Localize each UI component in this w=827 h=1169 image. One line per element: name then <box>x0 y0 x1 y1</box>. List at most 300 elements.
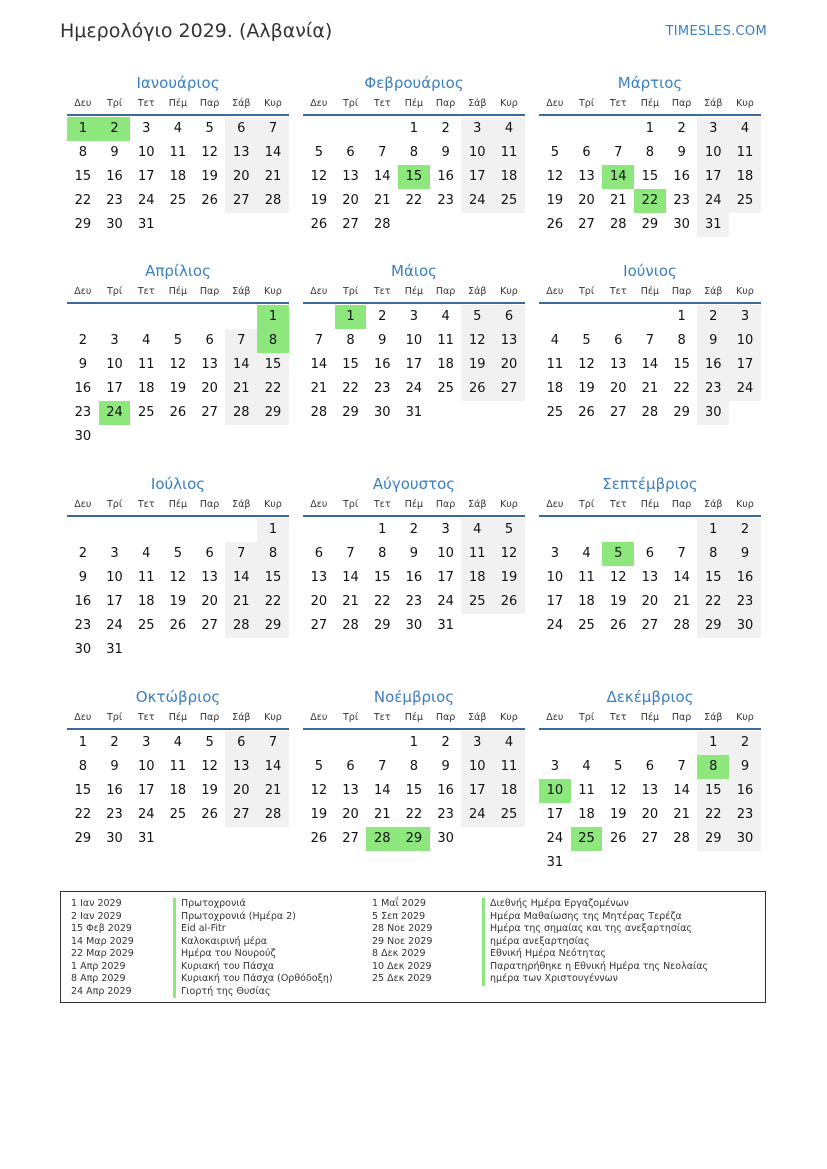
day-cell[interactable]: 15 <box>697 779 729 803</box>
day-cell[interactable]: 19 <box>609 807 627 822</box>
day-cell[interactable]: 19 <box>493 566 525 590</box>
day-cell[interactable]: 5 <box>205 121 214 136</box>
holiday-day-cell[interactable]: 5 <box>602 542 634 566</box>
day-cell[interactable]: 6 <box>493 305 525 329</box>
day-cell[interactable]: 26 <box>493 590 525 614</box>
day-cell[interactable]: 22 <box>373 594 391 609</box>
day-cell[interactable]: 26 <box>201 193 218 208</box>
day-cell[interactable]: 6 <box>225 731 257 755</box>
day-cell[interactable]: 30 <box>673 217 690 232</box>
day-cell[interactable]: 12 <box>310 783 328 798</box>
day-cell[interactable]: 27 <box>225 189 257 213</box>
day-cell[interactable]: 14 <box>257 755 289 779</box>
day-cell[interactable]: 13 <box>225 141 257 165</box>
day-cell[interactable]: 6 <box>205 546 214 561</box>
day-cell[interactable]: 22 <box>405 807 423 822</box>
day-cell[interactable]: 12 <box>609 783 627 798</box>
day-cell[interactable]: 27 <box>310 618 328 633</box>
day-cell[interactable]: 20 <box>342 807 359 822</box>
day-cell[interactable]: 15 <box>342 357 359 372</box>
day-cell[interactable]: 1 <box>78 735 87 750</box>
day-cell[interactable]: 7 <box>257 731 289 755</box>
day-cell[interactable]: 12 <box>578 357 595 372</box>
day-cell[interactable]: 17 <box>461 165 493 189</box>
day-cell[interactable]: 6 <box>225 117 257 141</box>
day-cell[interactable]: 3 <box>461 117 493 141</box>
day-cell[interactable]: 14 <box>673 570 690 585</box>
day-cell[interactable]: 22 <box>697 803 729 827</box>
day-cell[interactable]: 31 <box>137 831 155 846</box>
holiday-day-cell[interactable]: 1 <box>335 305 367 329</box>
day-cell[interactable]: 22 <box>697 590 729 614</box>
day-cell[interactable]: 9 <box>378 333 387 348</box>
day-cell[interactable]: 17 <box>106 594 123 609</box>
day-cell[interactable]: 20 <box>609 381 627 396</box>
day-cell[interactable]: 5 <box>550 145 559 160</box>
day-cell[interactable]: 8 <box>257 542 289 566</box>
day-cell[interactable]: 16 <box>729 566 761 590</box>
day-cell[interactable]: 7 <box>257 117 289 141</box>
day-cell[interactable]: 13 <box>609 357 627 372</box>
day-cell[interactable]: 2 <box>441 121 450 136</box>
holiday-day-cell[interactable]: 1 <box>257 305 289 329</box>
day-cell[interactable]: 23 <box>437 193 454 208</box>
day-cell[interactable]: 16 <box>106 169 123 184</box>
day-cell[interactable]: 17 <box>546 807 564 822</box>
day-cell[interactable]: 21 <box>673 594 690 609</box>
day-cell[interactable]: 3 <box>697 117 729 141</box>
day-cell[interactable]: 9 <box>78 570 87 585</box>
day-cell[interactable]: 20 <box>641 807 659 822</box>
day-cell[interactable]: 10 <box>461 755 493 779</box>
day-cell[interactable]: 28 <box>673 831 690 846</box>
day-cell[interactable]: 23 <box>106 193 123 208</box>
day-cell[interactable]: 6 <box>314 546 323 561</box>
day-cell[interactable]: 11 <box>578 570 595 585</box>
day-cell[interactable]: 31 <box>437 618 454 633</box>
day-cell[interactable]: 31 <box>137 217 155 232</box>
day-cell[interactable]: 28 <box>342 618 359 633</box>
day-cell[interactable]: 4 <box>173 121 183 136</box>
day-cell[interactable]: 26 <box>310 217 328 232</box>
day-cell[interactable]: 7 <box>314 333 323 348</box>
day-cell[interactable]: 9 <box>697 329 729 353</box>
day-cell[interactable]: 12 <box>310 169 328 184</box>
day-cell[interactable]: 30 <box>74 429 92 444</box>
day-cell[interactable]: 30 <box>729 614 761 638</box>
day-cell[interactable]: 13 <box>201 357 218 372</box>
day-cell[interactable]: 28 <box>609 217 627 232</box>
day-cell[interactable]: 24 <box>106 618 123 633</box>
day-cell[interactable]: 18 <box>437 357 454 372</box>
day-cell[interactable]: 8 <box>378 546 387 561</box>
day-cell[interactable]: 11 <box>461 542 493 566</box>
day-cell[interactable]: 4 <box>173 735 183 750</box>
day-cell[interactable]: 24 <box>437 594 454 609</box>
day-cell[interactable]: 16 <box>74 594 92 609</box>
day-cell[interactable]: 19 <box>169 381 187 396</box>
day-cell[interactable]: 2 <box>378 309 387 324</box>
day-cell[interactable]: 18 <box>493 779 525 803</box>
day-cell[interactable]: 19 <box>461 353 493 377</box>
day-cell[interactable]: 16 <box>673 169 690 184</box>
day-cell[interactable]: 10 <box>697 141 729 165</box>
day-cell[interactable]: 29 <box>641 217 659 232</box>
day-cell[interactable]: 6 <box>614 333 623 348</box>
day-cell[interactable]: 11 <box>169 145 187 160</box>
day-cell[interactable]: 25 <box>169 193 187 208</box>
day-cell[interactable]: 13 <box>201 570 218 585</box>
day-cell[interactable]: 17 <box>729 353 761 377</box>
day-cell[interactable]: 25 <box>493 803 525 827</box>
day-cell[interactable]: 2 <box>110 735 119 750</box>
day-cell[interactable]: 11 <box>729 141 761 165</box>
day-cell[interactable]: 25 <box>493 189 525 213</box>
day-cell[interactable]: 19 <box>201 169 218 184</box>
day-cell[interactable]: 2 <box>409 522 419 537</box>
day-cell[interactable]: 29 <box>342 405 359 420</box>
day-cell[interactable]: 3 <box>441 522 450 537</box>
day-cell[interactable]: 24 <box>461 189 493 213</box>
day-cell[interactable]: 29 <box>74 217 92 232</box>
day-cell[interactable]: 4 <box>550 333 559 348</box>
day-cell[interactable]: 16 <box>697 353 729 377</box>
day-cell[interactable]: 21 <box>257 165 289 189</box>
day-cell[interactable]: 5 <box>461 305 493 329</box>
holiday-day-cell[interactable]: 8 <box>257 329 289 353</box>
day-cell[interactable]: 23 <box>74 618 92 633</box>
day-cell[interactable]: 19 <box>546 193 564 208</box>
day-cell[interactable]: 16 <box>437 169 454 184</box>
day-cell[interactable]: 27 <box>342 831 359 846</box>
day-cell[interactable]: 29 <box>673 405 690 420</box>
day-cell[interactable]: 6 <box>645 759 655 774</box>
day-cell[interactable]: 20 <box>225 779 257 803</box>
day-cell[interactable]: 7 <box>346 546 355 561</box>
day-cell[interactable]: 14 <box>225 353 257 377</box>
day-cell[interactable]: 2 <box>677 121 686 136</box>
day-cell[interactable]: 19 <box>310 807 328 822</box>
day-cell[interactable]: 9 <box>677 145 686 160</box>
day-cell[interactable]: 4 <box>582 759 591 774</box>
day-cell[interactable]: 26 <box>609 618 627 633</box>
day-cell[interactable]: 27 <box>493 377 525 401</box>
day-cell[interactable]: 9 <box>110 145 119 160</box>
holiday-day-cell[interactable]: 10 <box>539 779 571 803</box>
day-cell[interactable]: 8 <box>697 542 729 566</box>
day-cell[interactable]: 26 <box>546 217 564 232</box>
day-cell[interactable]: 4 <box>493 117 525 141</box>
day-cell[interactable]: 27 <box>201 405 218 420</box>
day-cell[interactable]: 24 <box>461 803 493 827</box>
day-cell[interactable]: 21 <box>342 594 359 609</box>
day-cell[interactable]: 15 <box>74 783 92 798</box>
day-cell[interactable]: 8 <box>346 333 355 348</box>
day-cell[interactable]: 9 <box>729 755 761 779</box>
day-cell[interactable]: 30 <box>729 827 761 851</box>
day-cell[interactable]: 15 <box>405 783 423 798</box>
day-cell[interactable]: 1 <box>677 309 686 324</box>
day-cell[interactable]: 5 <box>173 546 183 561</box>
day-cell[interactable]: 20 <box>225 165 257 189</box>
day-cell[interactable]: 5 <box>173 333 183 348</box>
day-cell[interactable]: 9 <box>441 145 450 160</box>
day-cell[interactable]: 3 <box>110 333 119 348</box>
day-cell[interactable]: 27 <box>641 831 659 846</box>
day-cell[interactable]: 30 <box>106 831 123 846</box>
day-cell[interactable]: 6 <box>645 546 655 561</box>
day-cell[interactable]: 12 <box>201 145 218 160</box>
day-cell[interactable]: 7 <box>378 759 387 774</box>
holiday-day-cell[interactable]: 22 <box>634 189 666 213</box>
day-cell[interactable]: 30 <box>74 642 92 657</box>
day-cell[interactable]: 26 <box>578 405 595 420</box>
day-cell[interactable]: 16 <box>729 779 761 803</box>
day-cell[interactable]: 24 <box>137 193 155 208</box>
day-cell[interactable]: 5 <box>614 759 623 774</box>
day-cell[interactable]: 11 <box>493 755 525 779</box>
day-cell[interactable]: 4 <box>729 117 761 141</box>
day-cell[interactable]: 22 <box>257 590 289 614</box>
day-cell[interactable]: 15 <box>673 357 690 372</box>
day-cell[interactable]: 5 <box>582 333 591 348</box>
day-cell[interactable]: 17 <box>405 357 423 372</box>
day-cell[interactable]: 28 <box>225 614 257 638</box>
day-cell[interactable]: 23 <box>697 377 729 401</box>
day-cell[interactable]: 23 <box>673 193 690 208</box>
day-cell[interactable]: 29 <box>697 614 729 638</box>
day-cell[interactable]: 15 <box>74 169 92 184</box>
day-cell[interactable]: 21 <box>310 381 328 396</box>
day-cell[interactable]: 12 <box>201 759 218 774</box>
day-cell[interactable]: 8 <box>677 333 686 348</box>
day-cell[interactable]: 7 <box>225 542 257 566</box>
day-cell[interactable]: 18 <box>169 783 187 798</box>
day-cell[interactable]: 21 <box>225 377 257 401</box>
day-cell[interactable]: 4 <box>142 546 151 561</box>
day-cell[interactable]: 25 <box>169 807 187 822</box>
day-cell[interactable]: 17 <box>461 779 493 803</box>
day-cell[interactable]: 17 <box>697 165 729 189</box>
day-cell[interactable]: 15 <box>373 570 391 585</box>
day-cell[interactable]: 11 <box>137 570 155 585</box>
day-cell[interactable]: 20 <box>342 193 359 208</box>
day-cell[interactable]: 3 <box>461 731 493 755</box>
day-cell[interactable]: 3 <box>729 305 761 329</box>
day-cell[interactable]: 21 <box>257 779 289 803</box>
day-cell[interactable]: 14 <box>225 566 257 590</box>
day-cell[interactable]: 29 <box>373 618 391 633</box>
day-cell[interactable]: 4 <box>461 518 493 542</box>
day-cell[interactable]: 30 <box>106 217 123 232</box>
day-cell[interactable]: 9 <box>78 357 87 372</box>
day-cell[interactable]: 13 <box>493 329 525 353</box>
day-cell[interactable]: 24 <box>546 618 564 633</box>
day-cell[interactable]: 10 <box>106 357 123 372</box>
day-cell[interactable]: 2 <box>78 546 87 561</box>
day-cell[interactable]: 27 <box>225 803 257 827</box>
day-cell[interactable]: 24 <box>137 807 155 822</box>
day-cell[interactable]: 10 <box>461 141 493 165</box>
day-cell[interactable]: 11 <box>493 141 525 165</box>
day-cell[interactable]: 14 <box>342 570 359 585</box>
day-cell[interactable]: 25 <box>461 590 493 614</box>
holiday-day-cell[interactable]: 24 <box>99 401 131 425</box>
day-cell[interactable]: 9 <box>409 546 419 561</box>
day-cell[interactable]: 11 <box>137 357 155 372</box>
day-cell[interactable]: 18 <box>578 807 595 822</box>
day-cell[interactable]: 1 <box>378 522 387 537</box>
day-cell[interactable]: 27 <box>201 618 218 633</box>
day-cell[interactable]: 5 <box>314 759 323 774</box>
day-cell[interactable]: 20 <box>641 594 659 609</box>
day-cell[interactable]: 3 <box>142 121 151 136</box>
day-cell[interactable]: 9 <box>110 759 119 774</box>
day-cell[interactable]: 13 <box>641 783 659 798</box>
day-cell[interactable]: 10 <box>729 329 761 353</box>
day-cell[interactable]: 12 <box>493 542 525 566</box>
day-cell[interactable]: 18 <box>493 165 525 189</box>
day-cell[interactable]: 6 <box>205 333 214 348</box>
day-cell[interactable]: 23 <box>437 807 454 822</box>
day-cell[interactable]: 16 <box>437 783 454 798</box>
day-cell[interactable]: 13 <box>641 570 659 585</box>
day-cell[interactable]: 31 <box>697 213 729 237</box>
day-cell[interactable]: 19 <box>310 193 328 208</box>
day-cell[interactable]: 9 <box>441 759 450 774</box>
day-cell[interactable]: 12 <box>461 329 493 353</box>
day-cell[interactable]: 18 <box>546 381 564 396</box>
day-cell[interactable]: 29 <box>74 831 92 846</box>
day-cell[interactable]: 16 <box>373 357 391 372</box>
day-cell[interactable]: 1 <box>697 731 729 755</box>
day-cell[interactable]: 23 <box>373 381 391 396</box>
day-cell[interactable]: 7 <box>677 759 686 774</box>
day-cell[interactable]: 17 <box>546 594 564 609</box>
day-cell[interactable]: 5 <box>205 735 214 750</box>
day-cell[interactable]: 1 <box>645 121 655 136</box>
day-cell[interactable]: 27 <box>342 217 359 232</box>
day-cell[interactable]: 30 <box>437 831 454 846</box>
day-cell[interactable]: 4 <box>441 309 450 324</box>
day-cell[interactable]: 27 <box>578 217 595 232</box>
day-cell[interactable]: 14 <box>673 783 690 798</box>
day-cell[interactable]: 7 <box>378 145 387 160</box>
day-cell[interactable]: 6 <box>346 145 355 160</box>
day-cell[interactable]: 2 <box>697 305 729 329</box>
day-cell[interactable]: 3 <box>550 759 559 774</box>
day-cell[interactable]: 29 <box>257 614 289 638</box>
day-cell[interactable]: 12 <box>546 169 564 184</box>
day-cell[interactable]: 16 <box>74 381 92 396</box>
day-cell[interactable]: 26 <box>461 377 493 401</box>
day-cell[interactable]: 25 <box>578 618 595 633</box>
day-cell[interactable]: 1 <box>257 518 289 542</box>
day-cell[interactable]: 22 <box>342 381 359 396</box>
day-cell[interactable]: 10 <box>106 570 123 585</box>
day-cell[interactable]: 21 <box>373 807 391 822</box>
day-cell[interactable]: 7 <box>677 546 686 561</box>
day-cell[interactable]: 2 <box>78 333 87 348</box>
day-cell[interactable]: 26 <box>310 831 328 846</box>
day-cell[interactable]: 21 <box>609 193 627 208</box>
day-cell[interactable]: 6 <box>346 759 355 774</box>
day-cell[interactable]: 11 <box>546 357 564 372</box>
day-cell[interactable]: 23 <box>106 807 123 822</box>
day-cell[interactable]: 2 <box>729 518 761 542</box>
day-cell[interactable]: 10 <box>546 570 564 585</box>
day-cell[interactable]: 22 <box>74 193 92 208</box>
day-cell[interactable]: 8 <box>409 759 419 774</box>
day-cell[interactable]: 23 <box>74 405 92 420</box>
day-cell[interactable]: 17 <box>137 783 155 798</box>
day-cell[interactable]: 1 <box>409 735 419 750</box>
day-cell[interactable]: 25 <box>437 381 454 396</box>
day-cell[interactable]: 3 <box>110 546 119 561</box>
day-cell[interactable]: 9 <box>729 542 761 566</box>
day-cell[interactable]: 25 <box>546 405 564 420</box>
day-cell[interactable]: 23 <box>729 590 761 614</box>
day-cell[interactable]: 3 <box>409 309 419 324</box>
day-cell[interactable]: 21 <box>641 381 659 396</box>
day-cell[interactable]: 17 <box>437 570 454 585</box>
day-cell[interactable]: 21 <box>673 807 690 822</box>
day-cell[interactable]: 18 <box>137 381 155 396</box>
day-cell[interactable]: 30 <box>373 405 391 420</box>
day-cell[interactable]: 27 <box>609 405 627 420</box>
day-cell[interactable]: 6 <box>582 145 591 160</box>
holiday-day-cell[interactable]: 8 <box>697 755 729 779</box>
day-cell[interactable]: 28 <box>641 405 659 420</box>
day-cell[interactable]: 27 <box>641 618 659 633</box>
brand-link[interactable]: TIMESLES.COM <box>665 24 767 39</box>
day-cell[interactable]: 20 <box>493 353 525 377</box>
day-cell[interactable]: 15 <box>697 566 729 590</box>
day-cell[interactable]: 4 <box>582 546 591 561</box>
holiday-day-cell[interactable]: 25 <box>571 827 603 851</box>
day-cell[interactable]: 14 <box>310 357 328 372</box>
day-cell[interactable]: 20 <box>310 594 328 609</box>
day-cell[interactable]: 3 <box>550 546 559 561</box>
day-cell[interactable]: 17 <box>106 381 123 396</box>
day-cell[interactable]: 26 <box>609 831 627 846</box>
day-cell[interactable]: 26 <box>169 618 187 633</box>
day-cell[interactable]: 2 <box>729 731 761 755</box>
day-cell[interactable]: 19 <box>578 381 595 396</box>
day-cell[interactable]: 13 <box>342 783 359 798</box>
day-cell[interactable]: 15 <box>641 169 659 184</box>
day-cell[interactable]: 28 <box>310 405 328 420</box>
holiday-day-cell[interactable]: 14 <box>602 165 634 189</box>
day-cell[interactable]: 5 <box>493 518 525 542</box>
day-cell[interactable]: 12 <box>169 357 187 372</box>
day-cell[interactable]: 25 <box>137 618 155 633</box>
day-cell[interactable]: 13 <box>578 169 595 184</box>
day-cell[interactable]: 28 <box>225 401 257 425</box>
day-cell[interactable]: 14 <box>641 357 659 372</box>
day-cell[interactable]: 14 <box>257 141 289 165</box>
day-cell[interactable]: 19 <box>609 594 627 609</box>
day-cell[interactable]: 18 <box>137 594 155 609</box>
day-cell[interactable]: 14 <box>373 169 391 184</box>
day-cell[interactable]: 21 <box>225 590 257 614</box>
day-cell[interactable]: 26 <box>169 405 187 420</box>
day-cell[interactable]: 4 <box>493 731 525 755</box>
day-cell[interactable]: 21 <box>373 193 391 208</box>
day-cell[interactable]: 24 <box>697 189 729 213</box>
day-cell[interactable]: 8 <box>78 145 87 160</box>
day-cell[interactable]: 30 <box>405 618 423 633</box>
